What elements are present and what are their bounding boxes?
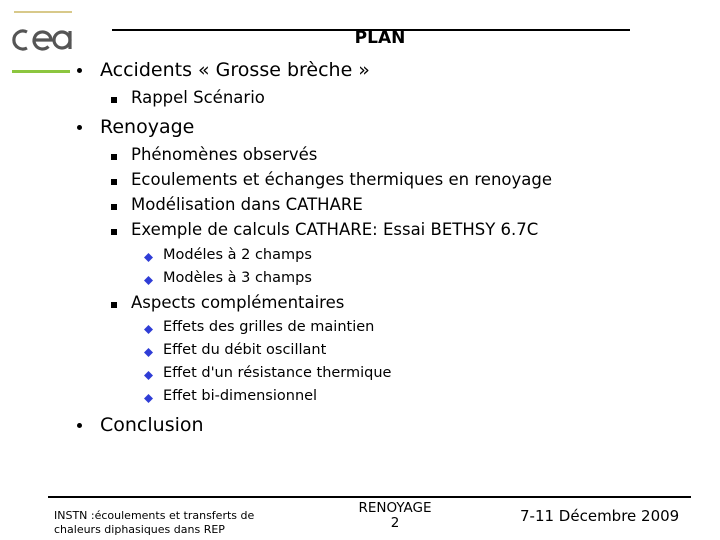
footer-course-line2: chaleurs diphasiques dans REP [54,522,225,536]
footer-section: RENOYAGE [358,500,432,516]
item-modelisation: Modélisation dans CATHARE [131,195,363,214]
bullet-square [111,154,117,160]
diamond-bullet-icon [144,348,153,357]
footer-rule [48,496,691,498]
diamond-bullet-icon [144,276,153,285]
item-modeles-3: Modèles à 3 champs [163,270,312,286]
bullet-square [111,97,117,103]
diamond-bullet-icon [144,253,153,262]
item-conclusion: Conclusion [100,414,204,436]
bullet-square [111,204,117,210]
item-rappel: Rappel Scénario [131,88,265,107]
logo-top-bar [14,11,72,13]
logo-green-bar [12,70,70,73]
footer-course-line1: INSTN :écoulements et transferts de [54,509,255,522]
item-debit: Effet du débit oscillant [163,342,327,358]
bullet-square [111,179,117,185]
item-resistance: Effet d'un résistance thermique [163,365,392,381]
item-aspects: Aspects complémentaires [131,293,345,312]
bullet-square [111,229,117,235]
footer-course [54,509,284,536]
bullet-dot [77,423,82,428]
diamond-bullet-icon [144,325,153,334]
item-grilles: Effets des grilles de maintien [163,319,375,335]
diamond-bullet-icon [144,371,153,380]
item-phenomenes: Phénomènes observés [131,145,318,164]
bullet-square [111,302,117,308]
item-exemple: Exemple de calculs CATHARE: Essai BETHSY 6.7C [131,220,539,239]
item-accidents: Accidents « Grosse brèche » [100,59,370,81]
item-bidim: Effet bi-dimensionnel [163,388,318,404]
footer-page-number: 2 [390,515,400,531]
item-modeles-2: Modéles à 2 champs [163,247,312,263]
cea-logo [10,22,74,58]
item-ecoulements: Ecoulements et échanges thermiques en renoyage [131,170,552,189]
footer-page [340,501,450,531]
page-title: PLAN [354,28,406,48]
bullet-dot [77,68,82,73]
item-renoyage: Renoyage [100,116,195,138]
diamond-bullet-icon [144,394,153,403]
bullet-dot [77,125,82,130]
footer-date: 7-11 Décembre 2009 [520,507,680,525]
